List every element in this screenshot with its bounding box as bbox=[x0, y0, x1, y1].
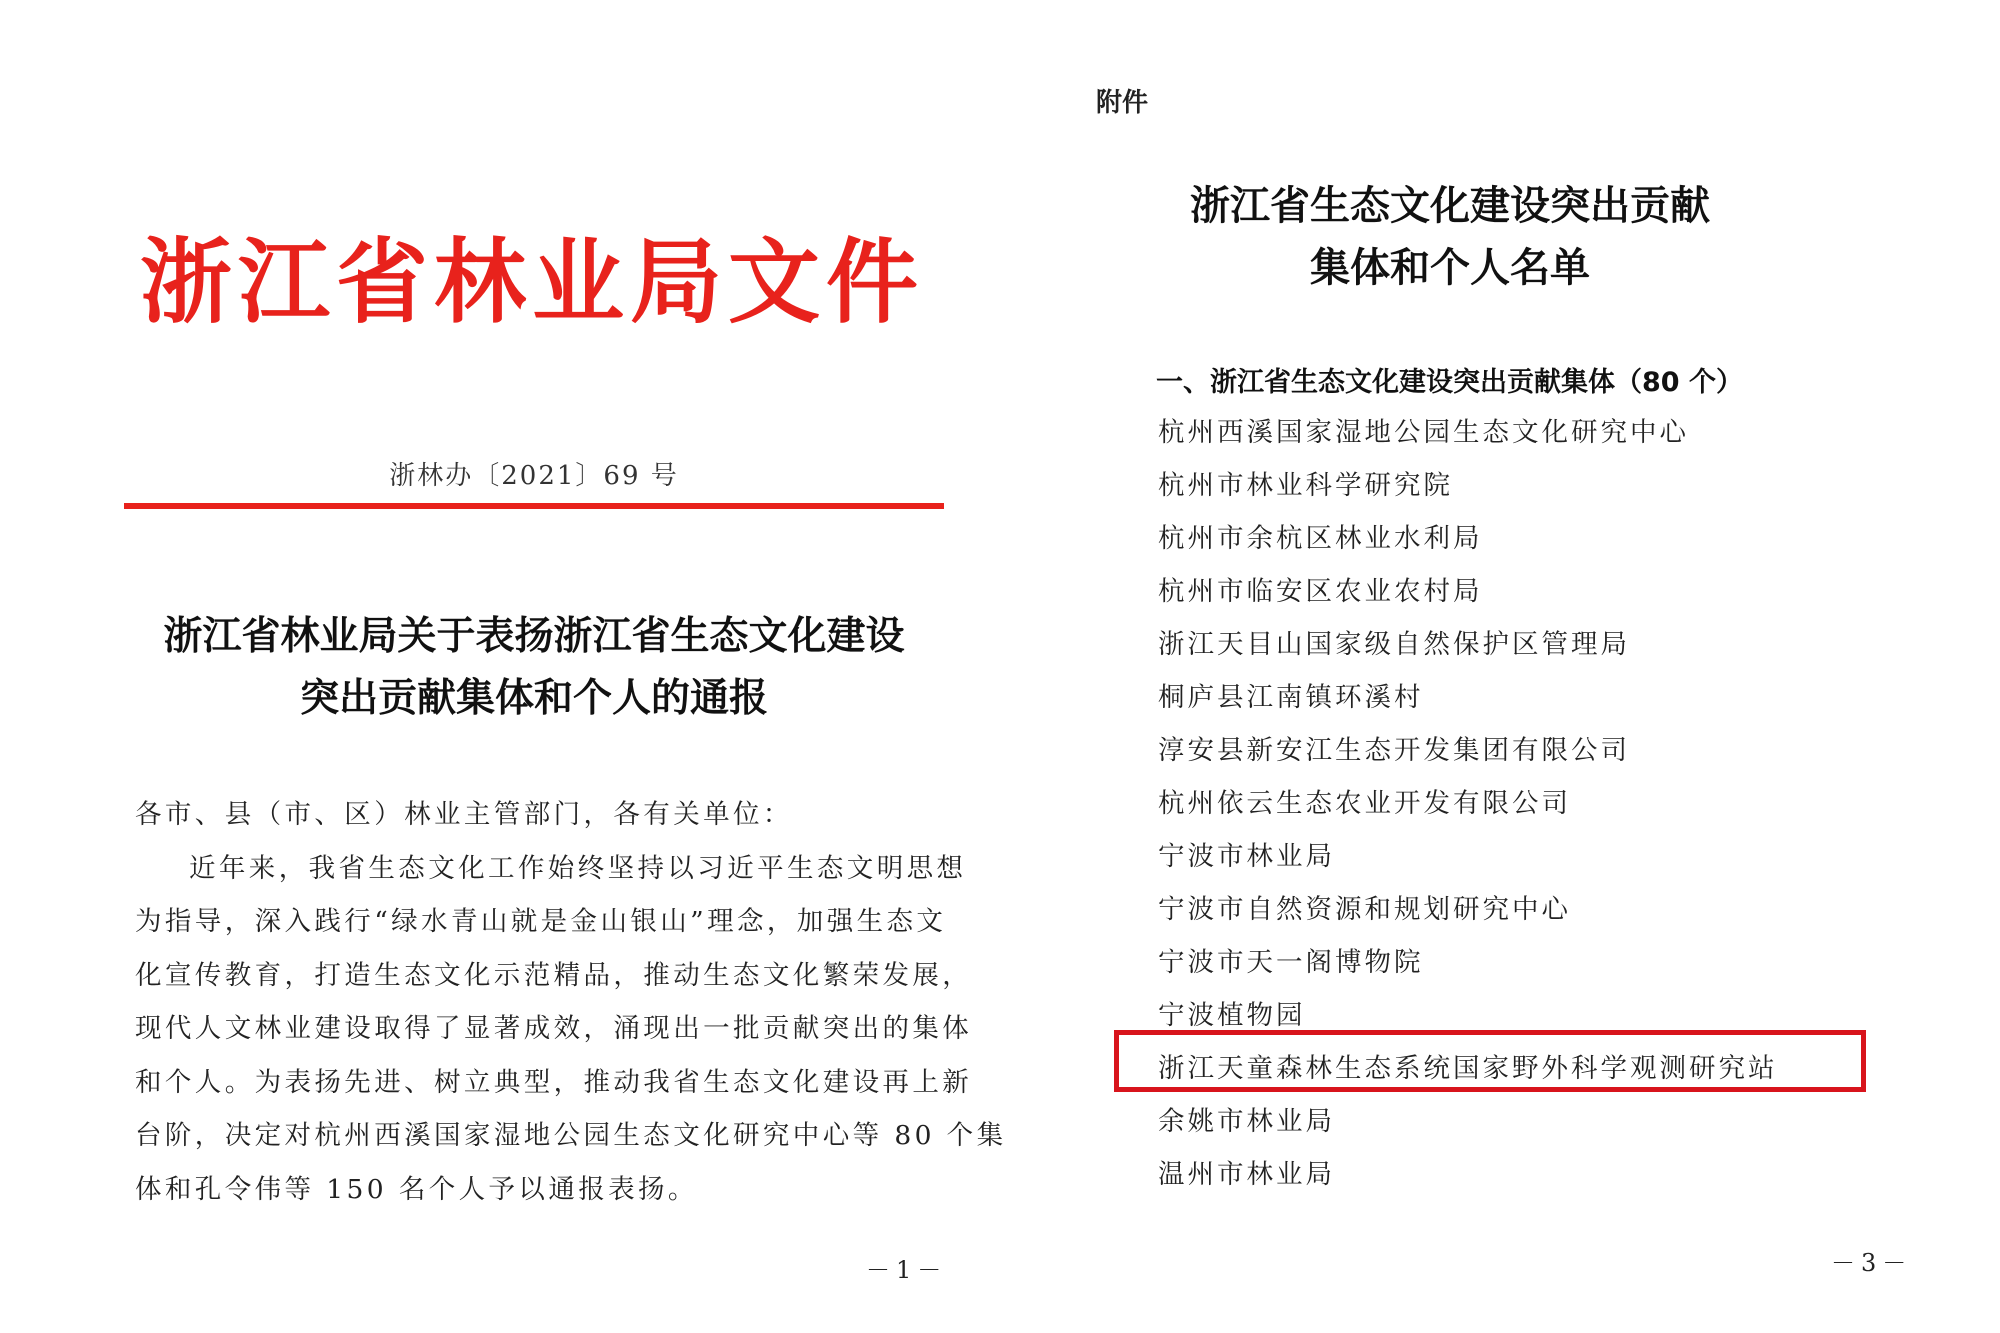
page-number: －1－ bbox=[866, 1256, 948, 1284]
red-divider-line bbox=[124, 503, 944, 509]
list-item: 杭州西溪国家湿地公园生态文化研究中心 bbox=[1158, 417, 1689, 448]
salutation: 各市、县（市、区）林业主管部门，各有关单位： bbox=[135, 799, 793, 830]
highlight-box bbox=[1114, 1030, 1866, 1092]
body-line: 台阶，决定对杭州西溪国家湿地公园生态文化研究中心等 80 个集 bbox=[135, 1120, 1007, 1151]
list-title bbox=[1150, 175, 1750, 299]
highlighted-list-item: 浙江天童森林生态系统国家野外科学观测研究站 bbox=[1158, 1053, 1778, 1084]
list-item: 宁波植物园 bbox=[1158, 1000, 1306, 1031]
list-item: 杭州市余杭区林业水利局 bbox=[1158, 523, 1483, 554]
list-item: 桐庐县江南镇环溪村 bbox=[1158, 682, 1424, 713]
list-item: 杭州依云生态农业开发有限公司 bbox=[1158, 788, 1571, 819]
list-item: 杭州市林业科学研究院 bbox=[1158, 470, 1453, 501]
body-line: 和个人。为表扬先进、树立典型，推动我省生态文化建设再上新 bbox=[135, 1066, 973, 1098]
list-item: 淳安县新安江生态开发集团有限公司 bbox=[1158, 735, 1630, 766]
list-title-line: 集体和个人名单 bbox=[1310, 244, 1590, 291]
body-line: 化宣传教育，打造生态文化示范精品，推动生态文化繁荣发展， bbox=[135, 959, 973, 991]
document-header: 浙江省林业局文件 bbox=[140, 228, 925, 336]
list-item: 杭州市临安区农业农村局 bbox=[1158, 576, 1483, 607]
document-page-3 bbox=[1000, 0, 2000, 1333]
page-number: －3－ bbox=[1831, 1249, 1913, 1277]
document-number: 浙林办〔2021〕69 号 bbox=[389, 461, 679, 491]
list-item: 浙江天目山国家级自然保护区管理局 bbox=[1158, 629, 1630, 660]
notice-title-line: 浙江省林业局关于表扬浙江省生态文化建设 bbox=[163, 613, 905, 659]
body-line: 现代人文林业建设取得了显著成效，涌现出一批贡献突出的集体 bbox=[135, 1013, 973, 1044]
notice-title-line: 突出贡献集体和个人的通报 bbox=[299, 675, 768, 721]
notice-title bbox=[124, 605, 944, 729]
body-line: 体和孔令伟等 150 名个人予以通报表扬。 bbox=[135, 1173, 698, 1205]
attachment-label: 附件 bbox=[1096, 88, 1149, 118]
list-title-line: 浙江省生态文化建设突出贡献 bbox=[1190, 182, 1710, 229]
list-item: 余姚市林业局 bbox=[1158, 1106, 1335, 1137]
list-item: 温州市林业局 bbox=[1158, 1159, 1335, 1190]
section-heading: 一、浙江省生态文化建设突出贡献集体（80 个） bbox=[1156, 367, 1743, 398]
list-item: 宁波市天一阁博物院 bbox=[1158, 947, 1424, 978]
list-item: 宁波市林业局 bbox=[1158, 841, 1335, 872]
list-item: 宁波市自然资源和规划研究中心 bbox=[1158, 894, 1571, 925]
body-line: 为指导，深入践行“绿水青山就是金山银山”理念，加强生态文 bbox=[135, 906, 947, 937]
notice-body bbox=[135, 788, 1007, 1216]
body-line: 近年来，我省生态文化工作始终坚持以习近平生态文明思想 bbox=[189, 852, 967, 884]
